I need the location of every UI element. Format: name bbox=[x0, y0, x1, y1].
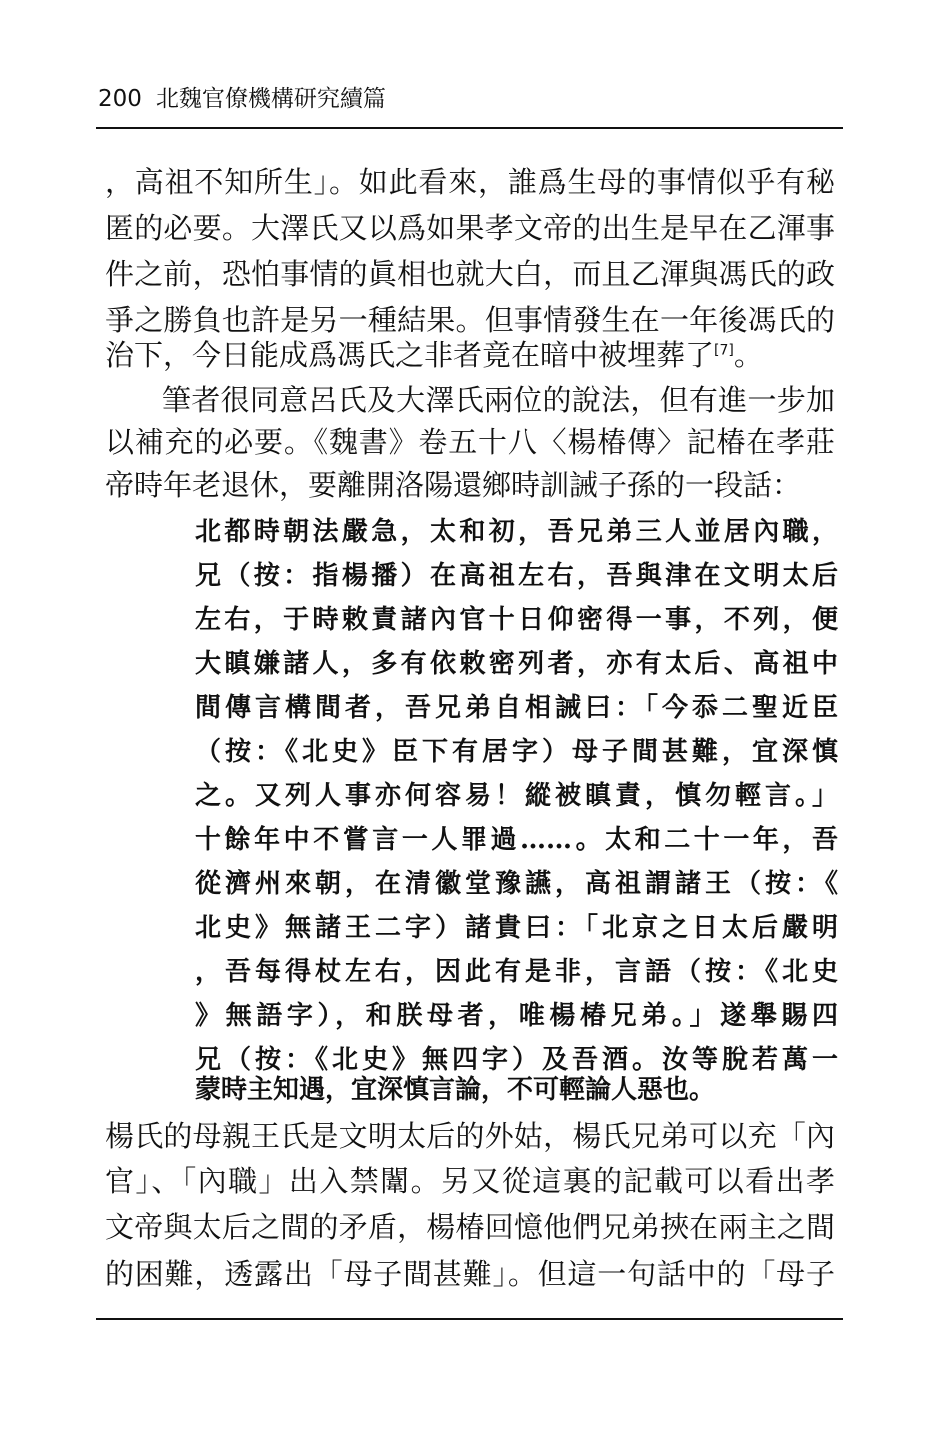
para2-line-2: 以補充的必要。《魏書》卷五十八〈楊椿傳〉記椿在孝莊 bbox=[105, 425, 835, 459]
para1-line-5-text: 治下，今日能成爲馮氏之非者竟在暗中被埋葬了 bbox=[105, 338, 715, 372]
quote-line-2: 兄（按：指楊播）在高祖左右，吾與津在文明太后 bbox=[195, 561, 838, 591]
running-header bbox=[98, 84, 386, 114]
quote-line-1: 北都時朝法嚴急，太和初，吾兄弟三人並居內職， bbox=[195, 517, 838, 547]
footer-rule bbox=[96, 1318, 843, 1320]
para1-line-4: 爭之勝負也許是另一種結果。但事情發生在一年後馮氏的 bbox=[105, 303, 835, 337]
para2-line-3: 帝時年老退休，要離開洛陽還鄉時訓誡子孫的一段話： bbox=[105, 468, 802, 502]
quote-line-10: 北史》無諸王二字）諸貴曰：「北京之日太后嚴明 bbox=[195, 913, 838, 943]
quote-line-3: 左右，于時敕責諸內官十日仰密得一事，不列，便 bbox=[195, 605, 838, 635]
para3-line-2: 官」、「內職」出入禁闈。另又從這裏的記載可以看出孝 bbox=[105, 1164, 835, 1198]
para3-line-3: 文帝與太后之間的矛盾，楊椿回憶他們兄弟挾在兩主之間 bbox=[105, 1210, 835, 1244]
para3-line-4: 的困難，透露出「母子間甚難」。但這一句話中的「母子 bbox=[105, 1257, 835, 1291]
quote-line-11: ，吾每得杖左右，因此有是非，言語（按：《北史 bbox=[195, 957, 838, 987]
footnote-ref: [7] bbox=[714, 342, 734, 359]
para3-line-1: 楊氏的母親王氏是文明太后的外姑，楊氏兄弟可以充「內 bbox=[105, 1119, 835, 1153]
quote-line-7: 之。又列人事亦何容易！縱被瞋責，慎勿輕言。」 bbox=[195, 781, 838, 811]
header-rule bbox=[96, 127, 843, 129]
book-title: 北魏官僚機構研究續篇 bbox=[155, 86, 386, 112]
quote-line-5: 間傳言構間者，吾兄弟自相誡曰：「今忝二聖近臣 bbox=[195, 693, 838, 723]
quote-line-12: 》無語字），和朕母者，唯楊椿兄弟。」遂舉賜四 bbox=[195, 1001, 838, 1031]
quote-line-9: 從濟州來朝，在清徽堂豫讌，高祖謂諸王（按：《 bbox=[195, 869, 838, 899]
quote-line-14: 蒙時主知遇，宜深慎言論，不可輕論人惡也。 bbox=[195, 1075, 716, 1105]
para2-line-1: 筆者很同意呂氏及大澤氏兩位的說法，但有進一步加 bbox=[162, 383, 835, 417]
para1-line-5-end: 。 bbox=[733, 338, 763, 372]
quote-line-13: 兄（按：《北史》無四字）及吾酒。汝等脫若萬一 bbox=[195, 1045, 838, 1075]
para1-line-3: 件之前，恐怕事情的眞相也就大白，而且乙渾與馮氏的政 bbox=[105, 257, 835, 291]
quote-line-4: 大瞋嫌諸人，多有依敕密列者，亦有太后、高祖中 bbox=[195, 649, 838, 679]
quote-line-6: （按：《北史》臣下有居字）母子間甚難，宜深慎 bbox=[195, 737, 838, 767]
page-number: 200 bbox=[98, 86, 142, 112]
para1-line-1: ，高祖不知所生」。如此看來，誰爲生母的事情似乎有秘 bbox=[105, 165, 835, 199]
para1-line-5 bbox=[105, 333, 835, 377]
quote-line-8: 十餘年中不嘗言一人罪過……。太和二十一年，吾 bbox=[195, 825, 838, 855]
para1-line-2: 匿的必要。大澤氏又以爲如果孝文帝的出生是早在乙渾事 bbox=[105, 211, 835, 245]
